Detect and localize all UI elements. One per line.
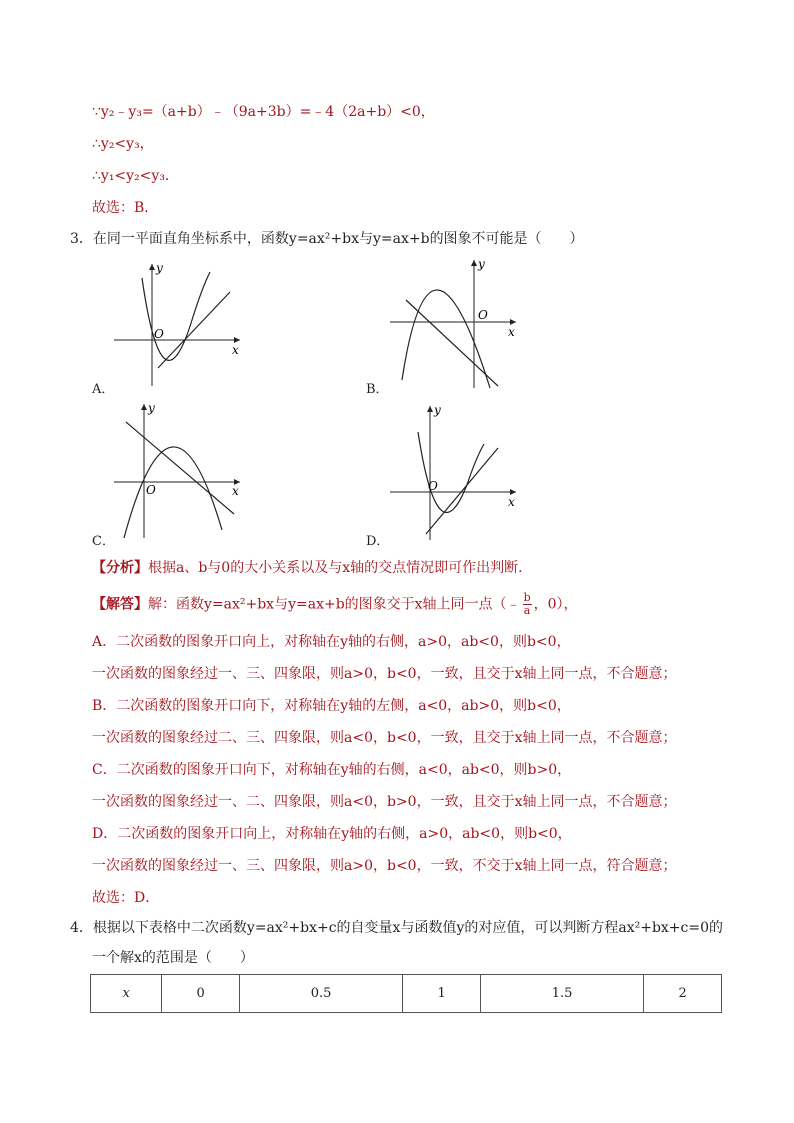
solution-line-3: ∴y₁<y₂<y₃． [92, 168, 179, 184]
answer-header [92, 592, 578, 617]
analysis [92, 558, 532, 578]
graph-a-y-label: y [156, 261, 163, 275]
graph-b-x-label: x [508, 325, 515, 339]
graph-c-x-label: x [232, 484, 239, 498]
solution-line-4: 故选：B． [92, 200, 159, 216]
question-4-line-2: 一个解x的范围是（ ） [92, 950, 254, 966]
analysis-label: 【分析】 [92, 560, 148, 576]
answer-line-9: 故选：D． [92, 890, 160, 906]
answer-line-1: A．二次函数的图象开口向上，对称轴在y轴的右侧，a>0，ab<0，则b<0， [92, 634, 571, 650]
option-c-label: C． [92, 534, 115, 549]
graph-b-origin: O [478, 308, 488, 322]
answer-post: ，0）， [533, 596, 578, 613]
answer-line-6: 一次函数的图象经过一、二、四象限，则a<0，b>0，一致，且交于x轴上同一点，不合题意； [92, 794, 677, 810]
graph-a-origin: O [154, 327, 164, 341]
graph-d-origin: O [428, 479, 438, 493]
table-header-x: x [122, 986, 130, 1001]
question-4-line-1: 4．根据以下表格中二次函数y=ax²+bx+c的自变量x与函数值y的对应值，可以判断方程ax²+bx+c=0的 [70, 920, 724, 936]
question-3: 3．在同一平面直角坐标系中，函数y=ax²+bx与y=ax+b的图象不可能是（ ） [70, 231, 584, 247]
table-cell: 0 [162, 975, 240, 1013]
table-cell [91, 975, 162, 1013]
solution-line-1: ∵y₂﹣y₃=（a+b）﹣（9a+3b）=﹣4（2a+b）<0， [92, 104, 435, 120]
option-b-label: B． [366, 382, 389, 397]
graph-b-y-label: y [478, 257, 485, 271]
table-cell: 2 [644, 975, 722, 1013]
answer-line-2: 一次函数的图象经过一、三、四象限，则a>0，b<0，一致，且交于x轴上同一点，不合题意； [92, 666, 677, 682]
graph-a-x-label: x [232, 343, 239, 357]
answer-line-5: C．二次函数的图象开口向下，对称轴在y轴的右侧，a<0，ab<0，则b>0， [92, 762, 572, 778]
graph-d-y-label: y [434, 403, 441, 417]
table-cell: 0.5 [240, 975, 403, 1013]
table-row [91, 975, 722, 1013]
answer-pre: 解：函数y=ax²+bx与y=ax+b的图象交于x轴上同一点（﹣ [148, 596, 521, 613]
solution-line-2: ∴y₂<y₃， [92, 136, 154, 152]
fraction-denominator: a [523, 604, 531, 617]
answer-line-8: 一次函数的图象经过一、三、四象限，则a>0，b<0，一致，不交于x轴上同一点，符合题意； [92, 858, 677, 874]
graph-d-x-label: x [508, 495, 515, 509]
answer-label: 【解答】 [92, 596, 148, 613]
option-d-label: D． [366, 534, 390, 549]
graph-c-origin: O [146, 483, 156, 497]
graph-d [388, 402, 528, 542]
fraction-numerator: b [523, 591, 531, 604]
graph-c-y-label: y [148, 401, 155, 415]
option-a-label: A． [92, 382, 115, 397]
graph-b [388, 256, 528, 391]
value-table [90, 974, 722, 1013]
table-cell: 1 [403, 975, 481, 1013]
fraction-b-over-a [523, 592, 532, 617]
answer-line-4: 一次函数的图象经过二、三、四象限，则a<0，b<0，一致，且交于x轴上同一点，不合题意； [92, 730, 677, 746]
answer-line-3: B．二次函数的图象开口向下，对称轴在y轴的左侧，a<0，ab>0，则b<0， [92, 698, 571, 714]
analysis-text: 根据a、b与0的大小关系以及与x轴的交点情况即可作出判断． [148, 560, 533, 576]
graph-c [112, 400, 252, 540]
answer-line-7: D．二次函数的图象开口向上，对称轴在y轴的右侧，a>0，ab<0，则b<0， [92, 826, 572, 842]
table-cell: 1.5 [480, 975, 643, 1013]
graph-a [112, 258, 252, 388]
